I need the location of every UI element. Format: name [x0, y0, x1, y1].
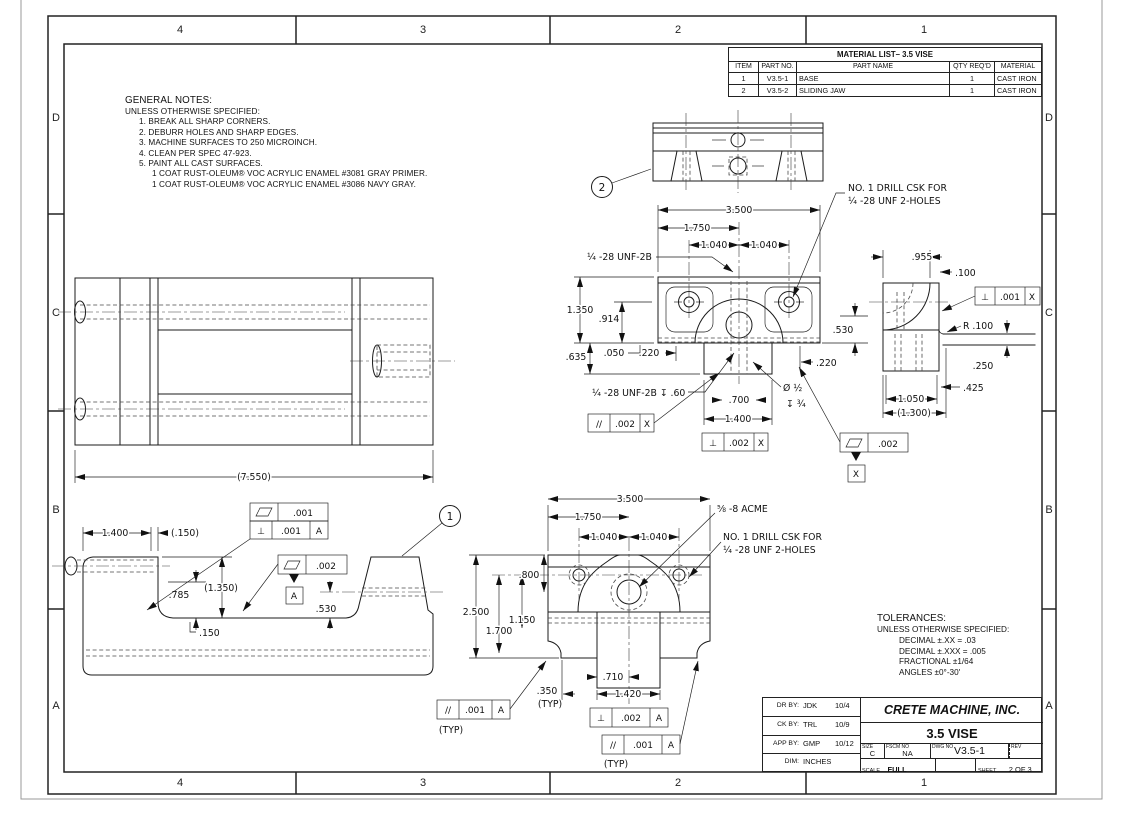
fscm-cell	[885, 744, 931, 759]
title-block	[762, 697, 1042, 772]
dim-units-label: DIM:	[784, 758, 799, 765]
dim-220-left: .220	[638, 348, 660, 359]
svg-text:.001: .001	[464, 706, 486, 716]
svg-text:⊥: ⊥	[257, 527, 265, 537]
svg-text://: //	[444, 706, 452, 716]
company-name: CRETE MACHINE, INC.	[861, 698, 1043, 723]
material-list-header	[729, 62, 1041, 72]
dim-710: .710	[602, 672, 624, 683]
label-thread-unf: ¼ -28 UNF-2B	[587, 252, 652, 263]
svg-text:.002: .002	[877, 440, 899, 450]
fscm-label: FSCM NO	[886, 744, 910, 750]
sheet-cell	[976, 759, 1042, 772]
dim-914: .914	[598, 314, 620, 325]
zone-col-3-top: 3	[419, 24, 427, 36]
dim-100: .100	[955, 268, 976, 279]
tolerances-block	[877, 613, 1047, 679]
ml-cell: 1	[950, 85, 995, 96]
ml-cell: V3.5-1	[759, 73, 797, 84]
dim-700: .700	[728, 395, 750, 406]
dim-350-typ: (TYP)	[537, 699, 563, 710]
note-item: 5. PAINT ALL CAST SURFACES.	[139, 159, 263, 169]
svg-text:A: A	[315, 527, 323, 537]
app-by-label: APP BY:	[773, 740, 799, 747]
dim-530: .530	[832, 325, 854, 336]
sheet-value: 2 OF 3	[1008, 765, 1032, 772]
dwg-no-value: V3.5-1	[954, 745, 985, 757]
ml-cell: 1	[729, 73, 759, 84]
svg-text:X: X	[1028, 293, 1036, 303]
zone-row-a-right: A	[1045, 700, 1053, 712]
material-list-row-2	[729, 84, 1041, 96]
svg-text:X: X	[852, 470, 860, 480]
callout-csk-line2: ¼ -28 UNF 2-HOLES	[848, 196, 941, 207]
drawing-title: 3.5 VISE	[861, 723, 1043, 744]
view-base-profile	[52, 503, 461, 675]
dim-3500-base: 3.500	[616, 494, 644, 505]
svg-text:A: A	[655, 714, 663, 724]
svg-text:X: X	[643, 420, 651, 430]
dim-3500: 3.500	[725, 205, 753, 216]
zone-col-4-bottom: 4	[176, 777, 184, 789]
app-by-date: 10/12	[835, 739, 854, 748]
svg-text://: //	[609, 741, 617, 751]
ml-h-partno: PART NO.	[759, 62, 797, 72]
dim-1350: 1.350	[566, 305, 594, 316]
view-jaw-top	[592, 110, 824, 198]
dim-2500: 2.500	[462, 607, 490, 618]
general-notes-title: GENERAL NOTES:	[125, 95, 213, 106]
ml-cell: CAST IRON	[997, 86, 1037, 95]
tolerance-line: DECIMAL ±.XX = .03	[899, 635, 976, 645]
ml-cell: V3.5-2	[759, 85, 797, 96]
dim-800: .800	[518, 570, 540, 581]
ck-by-value: TRL	[803, 720, 818, 729]
zone-col-2-bottom: 2	[674, 777, 682, 789]
dwg-no-cell	[931, 744, 1009, 759]
dim-1050: 1.050	[897, 394, 925, 405]
dr-by-value: JDK	[803, 701, 818, 710]
fcf-perp-002-x	[702, 433, 768, 451]
svg-text:.002: .002	[728, 439, 750, 449]
dim-1750: 1.750	[683, 223, 711, 234]
note-item: 1 COAT RUST-OLEUM® VOC ACRYLIC ENAMEL #3086 NAVY GRAY.	[152, 179, 416, 189]
dim-1040-a: 1.040	[700, 240, 728, 251]
dr-by-date: 10/4	[835, 701, 850, 710]
svg-text:A: A	[667, 741, 675, 751]
zone-row-c-left: C	[52, 307, 60, 319]
dim-220-right: .220	[816, 358, 837, 369]
view-jaw-side	[869, 250, 1040, 419]
ml-h-qty: QTY REQ'D	[950, 62, 995, 72]
fcf-typ-bottom: (TYP)	[603, 759, 629, 770]
svg-text:.001: .001	[999, 293, 1021, 303]
dim-1040-b: 1.040	[750, 240, 778, 251]
balloon-1: 1	[446, 511, 454, 523]
material-list-row-1	[729, 72, 1041, 84]
dim-635: .635	[565, 352, 587, 363]
callout-csk-base-line1: NO. 1 DRILL CSK FOR	[723, 532, 822, 543]
scale-value: FULL	[887, 765, 907, 772]
label-thread-depth: ¼ -28 UNF-2B ↧ .60	[592, 388, 686, 399]
fscm-value: NA	[902, 749, 913, 758]
flatness-icon	[256, 508, 272, 516]
dim-955: .955	[911, 252, 933, 263]
ml-cell: BASE	[797, 73, 950, 84]
svg-text:.001: .001	[280, 527, 302, 537]
dim-785: .785	[168, 590, 190, 601]
dim-150: .150	[199, 628, 220, 639]
scale-label: SCALE	[862, 768, 881, 772]
zone-col-2-top: 2	[674, 24, 682, 36]
dim-depth-34: ↧ ¾	[786, 399, 806, 410]
dim-1300: (1.300)	[897, 408, 931, 419]
ml-cell: 1	[950, 73, 995, 84]
dim-r100: R .100	[963, 321, 994, 332]
view-base-top	[58, 278, 455, 483]
svg-text:⊥: ⊥	[981, 293, 989, 303]
ml-cell: SLIDING JAW	[797, 85, 950, 96]
dim-1400-profile: 1.400	[101, 528, 129, 539]
tolerance-line: DECIMAL ±.XXX = .005	[899, 646, 986, 656]
note-item: 3. MACHINE SURFACES TO 250 MICROINCH.	[139, 138, 318, 148]
dim-425: .425	[963, 383, 984, 394]
dim-1750-base: 1.750	[574, 512, 602, 523]
dim-150p: (.150)	[171, 528, 199, 539]
svg-text:.001: .001	[292, 509, 314, 519]
dim-1400: 1.400	[724, 414, 752, 425]
material-list-title: MATERIAL LIST– 3.5 VISE	[729, 48, 1041, 62]
size-value: C	[869, 749, 876, 758]
note-item: 4. CLEAN PER SPEC 47-923.	[139, 148, 252, 158]
svg-text:⊥: ⊥	[709, 439, 717, 449]
zone-col-1-bottom: 1	[920, 777, 928, 789]
rev-label: REV	[1011, 744, 1022, 750]
ck-by-label: CK BY:	[777, 721, 799, 728]
ml-h-partname: PART NAME	[797, 62, 950, 72]
datum-triangle-icon	[851, 452, 861, 461]
size-label: SIZE	[862, 744, 874, 750]
general-notes-subtitle: UNLESS OTHERWISE SPECIFIED:	[125, 107, 260, 116]
svg-text:X: X	[757, 439, 765, 449]
ml-cell: 2	[729, 85, 759, 96]
tolerance-line: FRACTIONAL ±1/64	[899, 657, 974, 667]
dim-1150: 1.150	[508, 615, 536, 626]
dim-1040-base-a: 1.040	[590, 532, 618, 543]
tolerance-line: ANGLES ±0°-30'	[899, 668, 961, 678]
balloon-2: 2	[598, 182, 606, 194]
dim-1700: 1.700	[485, 626, 513, 637]
fcf-parallel-001-a-left	[437, 661, 546, 736]
dim-7550: (7.550)	[237, 472, 271, 483]
fcf-perp-002-a	[590, 708, 668, 727]
material-list	[728, 47, 1042, 97]
flatness-icon	[846, 439, 862, 447]
note-item: 1. BREAK ALL SHARP CORNERS.	[139, 117, 271, 127]
fcf-typ-left: (TYP)	[438, 725, 464, 736]
fcf-flatness-002	[799, 367, 908, 482]
svg-text:A: A	[497, 706, 505, 716]
dim-1420: 1.420	[614, 689, 642, 700]
rev-cell	[1009, 744, 1042, 759]
svg-text:⊥: ⊥	[597, 714, 605, 724]
zone-row-b-right: B	[1045, 504, 1053, 516]
dwg-no-label: DWG NO	[932, 744, 954, 750]
dim-1350p: (1.350)	[204, 583, 238, 594]
general-notes	[125, 95, 470, 190]
fcf-perp-001-x	[942, 287, 1040, 311]
zone-col-3-bottom: 3	[419, 777, 427, 789]
datum-triangle-icon	[289, 574, 299, 583]
svg-text:.002: .002	[315, 562, 337, 572]
dim-050: .050	[603, 348, 625, 359]
view-jaw-front	[566, 183, 948, 482]
ml-h-item: ITEM	[729, 62, 759, 72]
zone-row-b-left: B	[52, 504, 60, 516]
dim-1040-base-b: 1.040	[640, 532, 668, 543]
svg-text://: //	[595, 420, 603, 430]
title-block-checked-row	[763, 717, 861, 736]
dr-by-label: DR BY:	[776, 702, 799, 709]
dim-units-value: INCHES	[803, 757, 832, 766]
title-block-drawn-row	[763, 698, 861, 717]
svg-text:.001: .001	[632, 741, 654, 751]
fcf-flatness-002-datum-a	[243, 555, 347, 611]
zone-row-d-left: D	[52, 112, 60, 124]
dim-250: .250	[972, 361, 994, 372]
title-block-dim-row	[763, 754, 861, 773]
zone-row-a-left: A	[52, 700, 60, 712]
app-by-value: GMP	[803, 739, 821, 748]
zone-col-4-top: 4	[176, 24, 184, 36]
sheet-label: SHEET	[978, 768, 997, 772]
size-cell	[861, 744, 885, 759]
weight-cell-blank	[936, 759, 976, 772]
ck-by-date: 10/9	[835, 720, 850, 729]
callout-csk-base-line2: ¼ -28 UNF 2-HOLES	[723, 545, 816, 556]
fcf-parallel-002-x	[588, 373, 719, 432]
zone-row-d-right: D	[1045, 112, 1053, 124]
label-acme: ⅝ -8 ACME	[717, 504, 768, 515]
scale-cell	[861, 759, 936, 772]
svg-text:.002: .002	[620, 714, 642, 724]
dim-530-profile: .530	[315, 604, 337, 615]
callout-csk-line1: NO. 1 DRILL CSK FOR	[848, 183, 947, 194]
note-item: 2. DEBURR HOLES AND SHARP EDGES.	[139, 127, 299, 137]
dim-dia-half: Ø ½	[783, 383, 803, 394]
note-item: 1 COAT RUST-OLEUM® VOC ACRYLIC ENAMEL #3081 GRAY PRIMER.	[152, 169, 428, 179]
tolerances-subtitle: UNLESS OTHERWISE SPECIFIED:	[877, 625, 1010, 634]
zone-row-c-right: C	[1045, 307, 1053, 319]
zone-col-1-top: 1	[920, 24, 928, 36]
ml-cell: CAST IRON	[997, 74, 1037, 83]
ml-h-material: MATERIAL	[1000, 63, 1036, 70]
flatness-icon	[284, 561, 300, 569]
title-block-approved-row	[763, 736, 861, 754]
dim-350: .350	[536, 686, 558, 697]
tolerances-title: TOLERANCES:	[877, 613, 946, 624]
svg-text:.002: .002	[614, 420, 636, 430]
svg-text:A: A	[290, 592, 298, 602]
